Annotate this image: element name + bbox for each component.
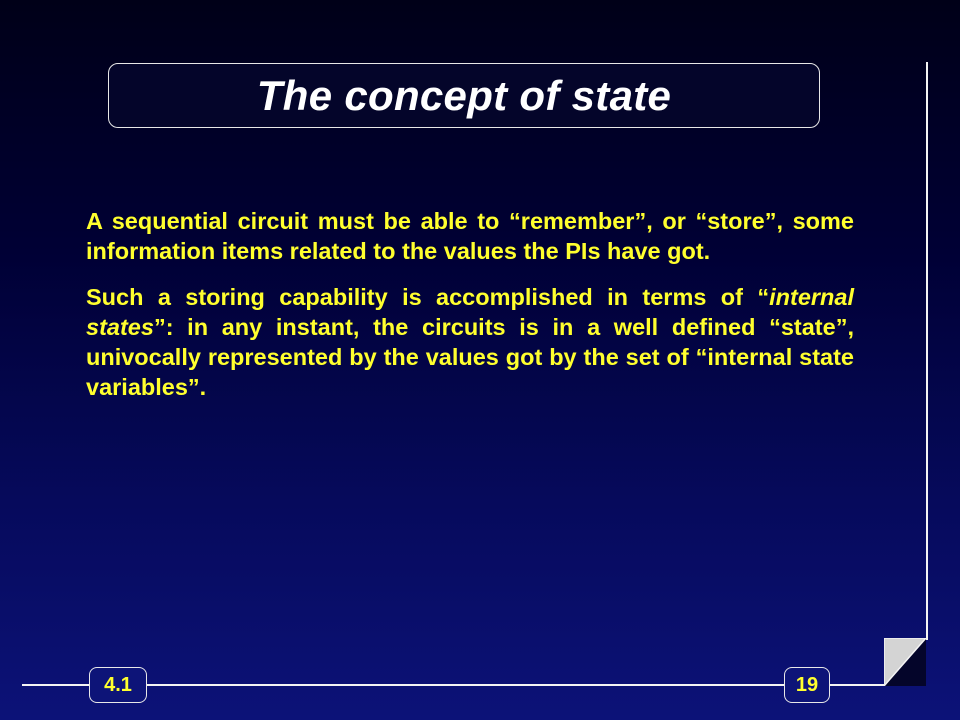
slide-body: [86, 206, 854, 418]
frame-right-line: [926, 62, 928, 640]
paragraph-internal-states: [86, 282, 854, 402]
paragraph-text-before: Such a storing capability is accomplished in terms of “: [86, 284, 770, 310]
paragraph-text-after: ”: in any instant, the circuits is in a well defined “state”, univocally represented by the values got by the set of “internal state variables”.: [86, 314, 854, 400]
paragraph-memory: A sequential circuit must be able to “remember”, or “store”, some information items related to the values the PIs have got.: [86, 208, 854, 264]
section-number-badge: 4.1: [89, 667, 147, 703]
page-number-badge: 19: [784, 667, 830, 703]
page-curl-icon: [884, 638, 928, 686]
internal-states-emphasis: internal states: [86, 284, 854, 340]
frame-bottom-line: [22, 684, 886, 686]
slide-title: The concept of state: [256, 71, 672, 119]
title-box: [108, 63, 820, 128]
